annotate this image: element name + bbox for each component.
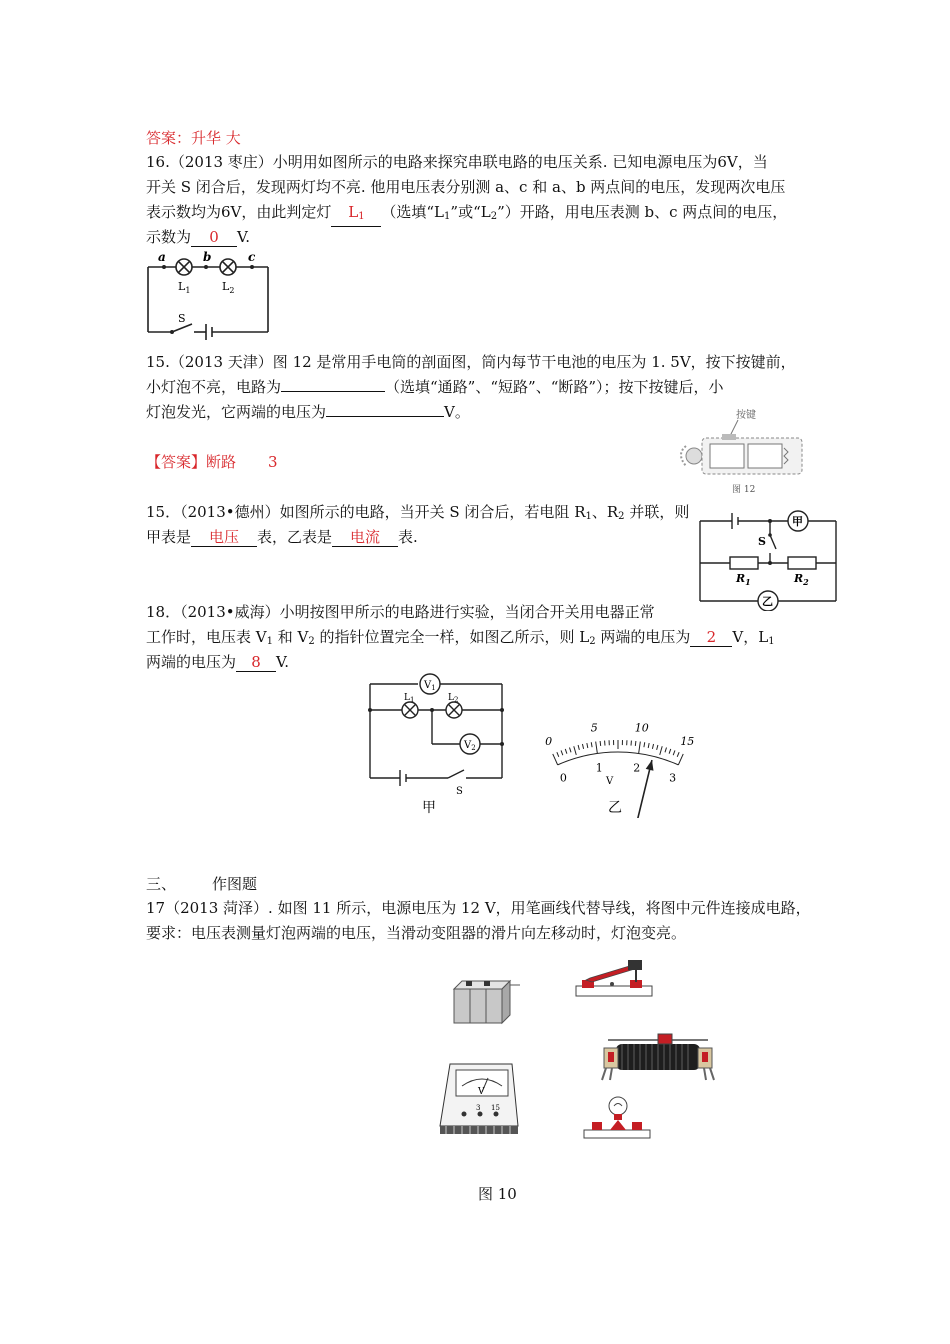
q15dz-text: 并联，则	[624, 503, 690, 521]
q16-blank-2	[191, 228, 237, 247]
q15dz-answer-2: 电流	[350, 528, 381, 546]
q18-sub: 2	[308, 636, 315, 647]
q18-answer-1: 2	[706, 628, 717, 646]
button-key-label: 按键	[736, 410, 756, 421]
q18-text: 工作时，电压表 V	[146, 628, 267, 646]
fig12-caption: 图 12	[732, 485, 756, 495]
answer-text: 断路	[206, 453, 237, 471]
dial-inner-label: 0	[559, 771, 567, 785]
q18-text: V.	[276, 653, 289, 671]
r1-label: $R_1$	[736, 572, 751, 587]
dial-tick	[660, 746, 662, 755]
q16-answer-1-sub: 1	[358, 211, 365, 222]
q16-text: （选填“L	[381, 203, 445, 221]
q15tj-blank-1	[281, 391, 385, 392]
q15dz-line-2	[146, 525, 418, 550]
meter-jia-label: 甲	[792, 515, 803, 528]
q18-line-1: 18．（2013•威海）小明按图甲所示的电路进行实验，当闭合开关用电器正常	[146, 603, 655, 621]
l2-label: $L_2$	[448, 693, 459, 704]
q18-blank-1	[690, 628, 732, 647]
q16-line-2: 开关 S 闭合后，发现两灯均不亮. 他用电压表分别测 a、c 和 a、b 两点间的电压，发现两次电压	[146, 178, 786, 196]
dial-inner-label: 3	[669, 771, 677, 785]
dial-tick	[665, 748, 667, 753]
q15dz-blank-2	[332, 528, 398, 547]
q18-voltmeter-dial	[528, 690, 708, 818]
node-c-label: c	[248, 250, 256, 264]
dial-tick	[596, 742, 598, 754]
q16-sub: 2	[490, 211, 498, 222]
dial-outer-label: 15	[680, 734, 695, 748]
dial-tick	[600, 741, 601, 746]
q17-line-2: 要求：电压表测量灯泡两端的电压，当滑动变阻器的滑片向左移动时，灯泡变亮。	[146, 924, 687, 942]
q15tj-blank-2	[326, 416, 444, 417]
dial-tick	[673, 750, 675, 755]
dial-tick	[565, 749, 567, 754]
q18-sub: 1	[266, 636, 273, 647]
dial-tick	[578, 745, 579, 750]
dial-tick	[569, 748, 571, 753]
q18-sub: 1	[768, 636, 775, 647]
q16-text: 表示数均为6V，由此判定灯	[146, 203, 332, 221]
q15tj-text: V。	[444, 403, 470, 421]
q16-text: ”或“L	[450, 203, 491, 221]
fig-yi-caption: 乙	[608, 800, 622, 816]
q15dz-text: 甲表是	[146, 528, 192, 546]
q15dz-sub: 1	[585, 511, 592, 522]
q16-sub: 1	[444, 211, 451, 222]
fig10-caption: 图 10	[478, 1185, 517, 1203]
lamp-icon	[580, 1090, 656, 1142]
q18-circuit-jia	[360, 670, 520, 818]
dial-tick	[677, 752, 679, 757]
switch-s-label: S	[758, 535, 766, 548]
q15dz-sub: 2	[618, 511, 625, 522]
dial-inner-label: 1	[595, 761, 603, 775]
meter-yi-label: 乙	[762, 595, 773, 608]
q18-text: 和 V	[272, 628, 309, 646]
q15dz-answer-1: 电压	[209, 528, 240, 546]
q15dz-text: 表，乙表是	[257, 528, 333, 546]
q15dz-text: 15．（2013•德州）如图所示的电路，当开关 S 闭合后，若电阻 R	[146, 503, 586, 521]
dial-tick	[574, 746, 576, 755]
q18-text: 两端的电压为	[146, 653, 237, 671]
q15tj-text: 小灯泡不亮，电路为	[146, 378, 282, 396]
q18-sub: 2	[589, 636, 596, 647]
dial-outer-label: 0	[545, 734, 553, 748]
battery-icon	[448, 975, 524, 1025]
answer-text: 升华 大	[191, 129, 241, 147]
switch-s-label: S	[456, 786, 463, 797]
q16-text: ”）开路，用电压表测 b、c 两点间的电压，	[497, 203, 788, 221]
q15dz-text: 表.	[398, 528, 418, 546]
dial-tick	[669, 749, 671, 754]
dial-outer-label: 10	[634, 721, 649, 735]
q15tj-line-2	[146, 375, 724, 400]
q16-line-4	[146, 225, 250, 250]
node-b-label: b	[203, 250, 212, 264]
section-title: 作图题	[212, 875, 258, 893]
l1-label: $L_1$	[404, 693, 415, 704]
voltmeter-v-letter: V	[478, 1087, 485, 1097]
q15tj-answer	[146, 450, 278, 475]
q15dz-blank-1	[191, 528, 257, 547]
rheostat-icon	[598, 1030, 718, 1082]
q15tj-text: 灯泡发光，它两端的电压为	[146, 403, 327, 421]
dial-tick	[648, 743, 649, 748]
voltmeter-scale-15: 15	[491, 1104, 500, 1112]
needle-v-label: V	[606, 776, 614, 787]
dial-outer-label: 5	[590, 721, 598, 735]
q15dz-circuit-diagram	[690, 505, 850, 611]
dial-tick	[652, 744, 653, 749]
dial-tick	[557, 752, 559, 757]
fig-jia-caption: 甲	[422, 800, 436, 816]
q18-blank-2	[236, 653, 276, 672]
flashlight-figure	[672, 406, 812, 498]
q15dz-text: 、R	[591, 503, 619, 521]
q16-answer-2: 0	[209, 228, 219, 246]
lamp-2-label: $L_2$	[222, 280, 235, 295]
q18-answer-2: 8	[251, 653, 261, 671]
q16-answer-1: L	[348, 203, 359, 221]
switch-label: S	[178, 312, 186, 325]
q15tj-line-1: 15.（2013 天津）图 12 是常用手电筒的剖面图，筒内每节干电池的电压为 1. 5V，按下按键前，	[146, 353, 796, 371]
v1-label: $V_1$	[424, 680, 436, 692]
q18-text: 的指针位置完全一样，如图乙所示，则 L	[314, 628, 590, 646]
q18-text: V，L	[732, 628, 769, 646]
dial-tick	[553, 754, 558, 765]
lamp-1-label: $L_1$	[178, 280, 191, 295]
voltmeter-scale-3: 3	[476, 1104, 481, 1112]
q16-text: V.	[237, 228, 250, 246]
dial-tick	[582, 744, 583, 749]
section-header	[146, 872, 257, 897]
r2-label: $R_2$	[794, 572, 809, 587]
q18-text: 两端的电压为	[595, 628, 691, 646]
section-number: 三、	[146, 875, 177, 893]
q15tj-line-3	[146, 400, 470, 425]
q17-line-1: 17（2013 菏泽）. 如图 11 所示，电源电压为 12 V，用笔画线代替导线，将图中元件连接成电路，	[146, 899, 811, 917]
voltmeter-icon	[436, 1060, 520, 1140]
dial-inner-label: 2	[633, 761, 641, 775]
answer-number: 3	[268, 453, 278, 471]
node-a-label: a	[158, 250, 166, 264]
dial-tick	[657, 745, 658, 750]
q16-blank-1	[331, 203, 381, 227]
v2-label: $V_2$	[464, 740, 476, 752]
answer-line	[146, 126, 241, 151]
dial-tick	[639, 742, 641, 754]
dial-tick	[644, 742, 645, 747]
dial-tick	[678, 754, 683, 765]
dial-tick	[587, 743, 588, 748]
dial-tick	[561, 750, 563, 755]
switch-icon	[572, 950, 658, 1000]
answer-label: 【答案】	[146, 453, 207, 471]
q16-text: 示数为	[146, 228, 192, 246]
q15tj-text: （选填“通路”、“短路”、“断路”）；按下按键后，小	[385, 378, 724, 396]
q18-line-3	[146, 650, 289, 675]
q16-circuit-diagram	[140, 250, 280, 340]
q16-line-1: 16.（2013 枣庄）小明用如图所示的电路来探究串联电路的电压关系. 已知电源电压为6V，当	[146, 153, 768, 171]
dial-tick	[635, 741, 636, 746]
dial-tick	[591, 742, 592, 747]
answer-prefix: 答案：	[146, 129, 192, 147]
